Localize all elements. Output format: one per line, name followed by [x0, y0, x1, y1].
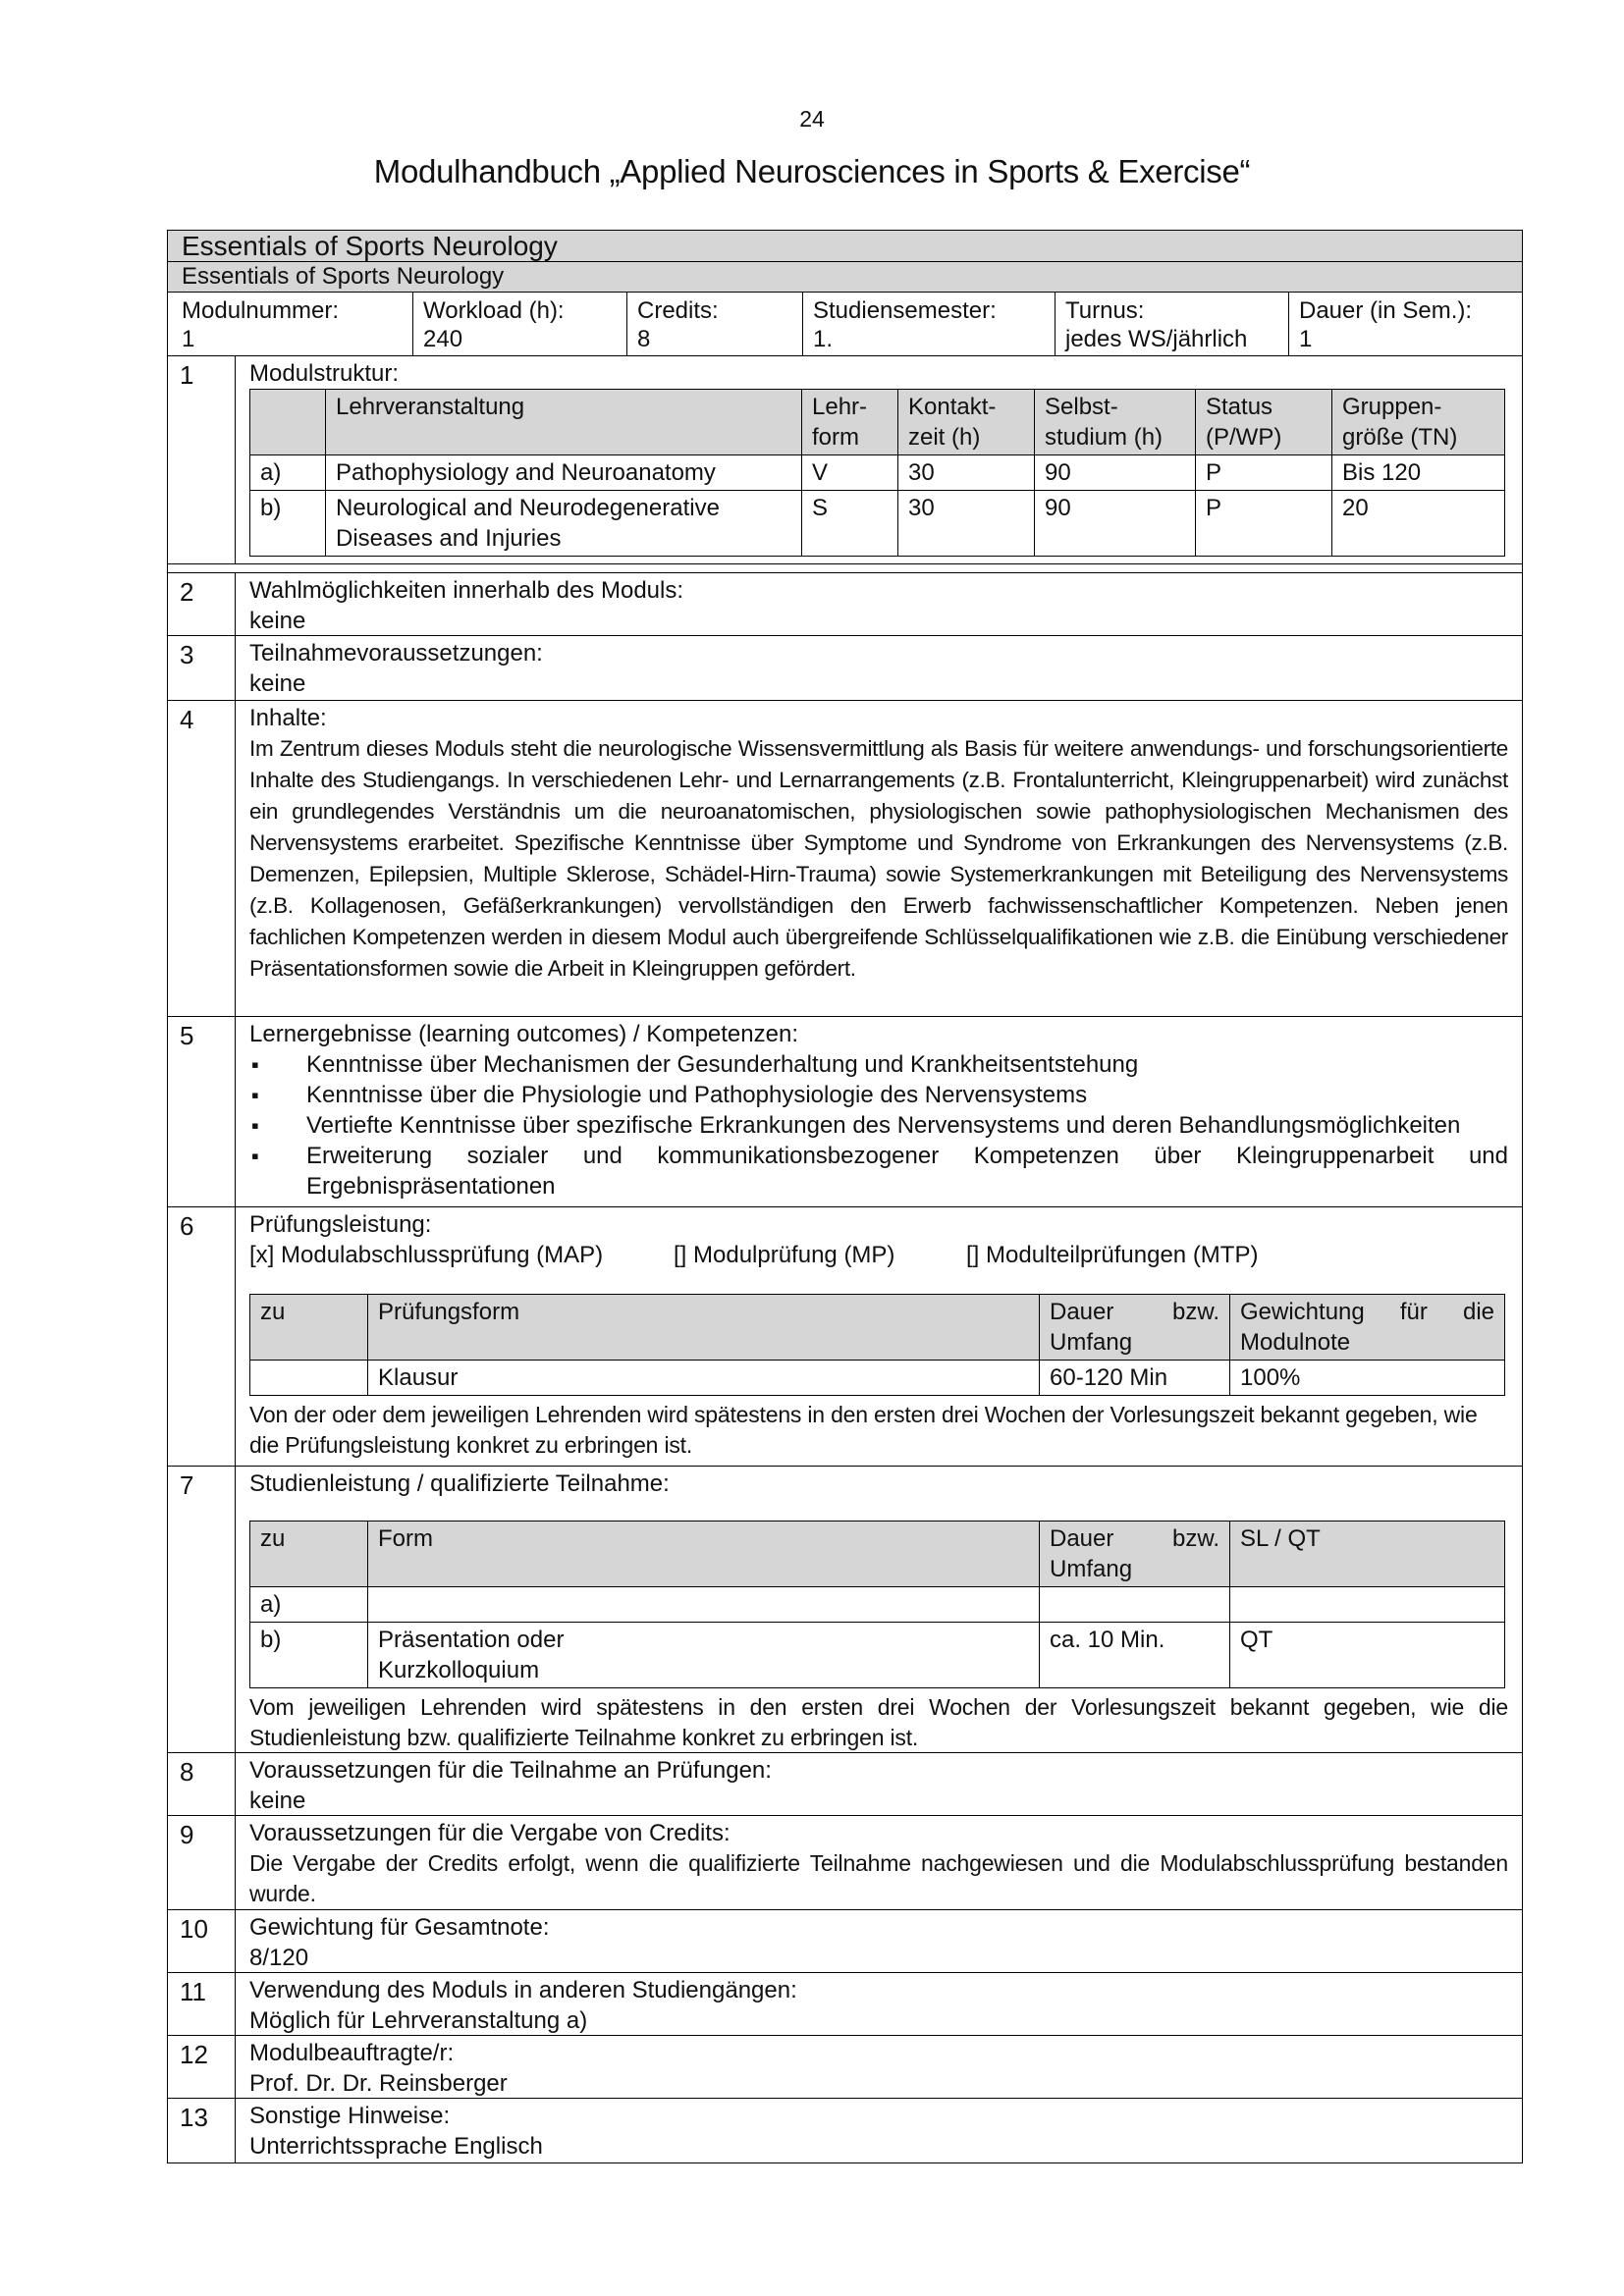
section-title: Prüfungsleistung: — [249, 1211, 432, 1238]
table-cell: a) — [250, 1587, 368, 1623]
list-item: ▪ Kenntnisse über die Physiologie und Pathophysiologie des Nervensystems — [249, 1080, 1508, 1110]
header-cell: Status (P/WP) — [1196, 390, 1332, 455]
table-cell: Präsentation oder Kurzkolloquium — [368, 1623, 1040, 1688]
section-1 — [167, 356, 1523, 564]
table-cell: 90 — [1035, 491, 1196, 557]
section-10: 10 Gewichtung für Gesamtnote: 8/120 — [167, 1910, 1523, 1973]
section-text: keine — [249, 1788, 306, 1814]
table-cell: QT — [1230, 1623, 1505, 1688]
exam-type-options — [249, 1240, 1508, 1270]
table-cell: b) — [250, 1623, 368, 1688]
option-mp: [] Modulprüfung (MP) — [674, 1242, 895, 1268]
header-cell: Dauer bzw. Umfang — [1040, 1522, 1230, 1587]
table-cell: 90 — [1035, 455, 1196, 491]
table-row — [250, 491, 1505, 557]
table-cell: b) — [250, 491, 326, 557]
section-text: 8/120 — [249, 1945, 309, 1971]
module-table — [167, 230, 1523, 2163]
document-title: Modulhandbuch „Applied Neurosciences in Sports & Exercise“ — [373, 153, 1251, 189]
meta-studiensemester: Studiensemester: 1. — [802, 293, 1055, 355]
section-11: 11 Verwendung des Moduls in anderen Studiengängen: Möglich für Lehrveranstaltung a) — [167, 1973, 1523, 2036]
header-cell: Dauer bzw. Umfang — [1040, 1295, 1230, 1361]
section-text: keine — [249, 608, 306, 634]
section-title: Voraussetzungen für die Vergabe von Credits: — [249, 1820, 731, 1846]
header-cell: Form — [368, 1522, 1040, 1587]
section-title: Sonstige Hinweise: — [249, 2103, 451, 2129]
section-7: 7 Studienleistung / qualifizierte Teilnahme: zu Form Dauer bzw. Umfang SL / QT a) b) Präsentation oder Kurzkolloquium ca. 10 Min. QT Vom jeweiligen Lehrenden wird spätestens in den ersten drei Wochen der Vorlesungszeit bekannt gegeben, wie die Studienleistung bzw. qualifizierte Teilnahme konkret zu erbringen ist. — [167, 1467, 1523, 1753]
header-cell: Lehr- form — [802, 390, 898, 455]
meta-modulnummer: Modulnummer: 1 — [182, 297, 340, 352]
section-gap — [167, 564, 1523, 573]
table-cell: P — [1196, 491, 1332, 557]
module-subtitle: Essentials of Sports Neurology — [167, 261, 1523, 292]
section-text: Im Zentrum dieses Moduls steht die neurologische Wissensvermittlung als Basis für weitere anwendungs- und forschungsorientierte Inhalte des Studiengangs. In verschiedenen Lehr- und Lernarrangements (z.B. Frontalunterricht, Kleingruppenarbeit) wird zunächst ein grundlegendes Verständnis um die neuroanatomischen, physiologischen sowie pathophysiologischen Mechanismen des Nervensystems erarbeitet. Spezifische Kenntnisse über Symptome und Syndrome von Erkrankungen des Nervensystems (z.B. Demenzen, Epilepsien, Multiple Sklerose, Schädel-Hirn-Trauma) sowie Systemerkrankungen mit Beteiligung des Nervensystems (z.B. Kollagenosen, Gefäßerkrankungen) vervollständigen den Erwerb fachwissenschaftlicher Kompetenzen. Neben jenen fachlichen Kompetenzen werden in diesem Modul auch übergreifende Schlüsselqualifikationen wie z.B. die Einübung verschiedener Präsentationsformen sowie die Arbeit in Kleingruppen gefördert. — [249, 736, 1508, 981]
structure-table — [249, 389, 1505, 557]
table-cell: ca. 10 Min. — [1040, 1623, 1230, 1688]
table-row — [250, 1587, 1505, 1623]
header-cell: Lehrveranstaltung — [326, 390, 802, 455]
table-cell — [250, 1361, 368, 1396]
meta-dauer: Dauer (in Sem.): 1 — [1288, 293, 1522, 355]
meta-workload: Workload (h): 240 — [412, 293, 626, 355]
list-item: ▪ Vertiefte Kenntnisse über spezifische Erkrankungen des Nervensystems und deren Behandlungsmöglichkeiten — [249, 1110, 1508, 1141]
section-title: Teilnahmevoraussetzungen: — [249, 640, 543, 667]
section-4: 4 Inhalte: Im Zentrum dieses Moduls steht die neurologische Wissensvermittlung als Basis für weitere anwendungs- und forschungsorientierte Inhalte des Studiengangs. In verschiedenen Lehr- und Lernarrangements (z.B. Frontalunterricht, Kleingruppenarbeit) wird zunächst ein grundlegendes Verständnis um die neuroanatomischen, physiologischen sowie pathophysiologischen Mechanismen des Nervensystems erarbeitet. Spezifische Kenntnisse über Symptome und Syndrome von Erkrankungen des Nervensystems (z.B. Demenzen, Epilepsien, Multiple Sklerose, Schädel-Hirn-Trauma) sowie Systemerkrankungen mit Beteiligung des Nervensystems (z.B. Kollagenosen, Gefäßerkrankungen) vervollständigen den Erwerb fachwissenschaftlicher Kompetenzen. Neben jenen fachlichen Kompetenzen werden in diesem Modul auch übergreifende Schlüsselqualifikationen wie z.B. die Einübung verschiedener Präsentationsformen sowie die Arbeit in Kleingruppen gefördert. — [167, 701, 1523, 1017]
module-title: Essentials of Sports Neurology — [167, 230, 1523, 261]
section-12: 12 Modulbeauftragte/r: Prof. Dr. Dr. Reinsberger — [167, 2036, 1523, 2099]
table-cell: 60-120 Min — [1040, 1361, 1230, 1396]
table-cell: 20 — [1332, 491, 1505, 557]
section-5: 5 Lernergebnisse (learning outcomes) / Kompetenzen: ▪ Kenntnisse über Mechanismen der Gesunderhaltung und Krankheitsentstehung ▪ Kenntnisse über die Physiologie und Pathophysiologie des Nervensystems ▪ Vertiefte Kenntnisse über spezifische Erkrankungen des Nervensystems und deren Behandlungsmöglichkeiten ▪ Erweiterung sozialer und kommunikationsbezogener Kompetenzen über Kleingruppenarbeit und Ergebnispräsentationen — [167, 1017, 1523, 1207]
table-cell: V — [802, 455, 898, 491]
section-6: 6 Prüfungsleistung: [x] Modulabschlussprüfung (MAP) [] Modulprüfung (MP) [] Modulteilprüfungen (MTP) zu Prüfungsform Dauer bzw. Umfang Gewichtung für die Modulnote Klausur 60-120 Min 100% Von der oder dem jeweiligen Lehrenden wird spätestens in den ersten drei Wochen der Vorlesungszeit bekannt gegeben, wie die Prüfungsleistung konkret zu erbringen ist. — [167, 1207, 1523, 1467]
meta-turnus: Turnus: jedes WS/jährlich — [1055, 293, 1288, 355]
section-8: 8 Voraussetzungen für die Teilnahme an Prüfungen: keine — [167, 1753, 1523, 1816]
section-title: Lernergebnisse (learning outcomes) / Kompetenzen: — [249, 1021, 798, 1047]
section-text: keine — [249, 670, 306, 697]
table-cell: Klausur — [368, 1361, 1040, 1396]
table-header-row — [250, 1522, 1505, 1587]
table-cell: Neurological and Neurodegenerative Diseases and Injuries — [326, 491, 802, 557]
table-cell: 30 — [898, 491, 1035, 557]
table-row — [250, 1361, 1505, 1396]
section-text: Möglich für Lehrveranstaltung a) — [249, 2007, 588, 2034]
section-note: Von der oder dem jeweiligen Lehrenden wird spätestens in den ersten drei Wochen der Vorlesungszeit bekannt gegeben, wie die Prüfungsleistung konkret zu erbringen ist. — [249, 1402, 1478, 1458]
header-cell: zu — [250, 1522, 368, 1587]
section-title: Modulbeauftragte/r: — [249, 2040, 455, 2066]
meta-credits: Credits: 8 — [626, 293, 802, 355]
table-cell: a) — [250, 455, 326, 491]
page-number: 24 — [799, 106, 825, 132]
section-2: 2 Wahlmöglichkeiten innerhalb des Moduls: keine — [167, 573, 1523, 636]
table-cell: P — [1196, 455, 1332, 491]
header-cell: zu — [250, 1295, 368, 1361]
list-item: ▪ Erweiterung sozialer und kommunikationsbezogener Kompetenzen über Kleingruppenarbeit und Ergebnispräsentationen — [249, 1141, 1508, 1201]
section-13: 13 Sonstige Hinweise: Unterrichtssprache Englisch — [167, 2099, 1523, 2163]
section-3: 3 Teilnahmevoraussetzungen: keine — [167, 636, 1523, 701]
table-header-row — [250, 1295, 1505, 1361]
section-text: Unterrichtssprache Englisch — [249, 2133, 543, 2160]
header-cell — [250, 390, 326, 455]
module-meta-row — [167, 292, 1523, 356]
header-cell: Selbst- studium (h) — [1035, 390, 1196, 455]
table-cell: Pathophysiology and Neuroanatomy — [326, 455, 802, 491]
table-header-row — [250, 390, 1505, 455]
section-title: Modulstruktur: — [249, 360, 400, 387]
table-cell: Bis 120 — [1332, 455, 1505, 491]
section-title: Verwendung des Moduls in anderen Studiengängen: — [249, 1977, 797, 2003]
table-cell: 100% — [1230, 1361, 1505, 1396]
header-cell: Kontakt- zeit (h) — [898, 390, 1035, 455]
outcomes-list — [249, 1049, 1508, 1201]
section-text: Prof. Dr. Dr. Reinsberger — [249, 2070, 508, 2097]
section-text: Die Vergabe der Credits erfolgt, wenn die qualifizierte Teilnahme nachgewiesen und die Modulabschlussprüfung bestanden wurde. — [249, 1850, 1508, 1906]
section-title: Wahlmöglichkeiten innerhalb des Moduls: — [249, 577, 684, 604]
table-row — [250, 455, 1505, 491]
section-number: 1 — [168, 356, 236, 563]
study-requirements-table — [249, 1521, 1505, 1688]
header-cell: Gewichtung für die Modulnote — [1230, 1295, 1505, 1361]
table-cell: 30 — [898, 455, 1035, 491]
list-item: ▪ Kenntnisse über Mechanismen der Gesunderhaltung und Krankheitsentstehung — [249, 1049, 1508, 1080]
option-mtp: [] Modulteilprüfungen (MTP) — [966, 1242, 1259, 1268]
table-cell — [1230, 1587, 1505, 1623]
header-cell: Gruppen- größe (TN) — [1332, 390, 1505, 455]
table-cell — [368, 1587, 1040, 1623]
header-cell: SL / QT — [1230, 1522, 1505, 1587]
table-cell: S — [802, 491, 898, 557]
section-9: 9 Voraussetzungen für die Vergabe von Credits: Die Vergabe der Credits erfolgt, wenn die qualifizierte Teilnahme nachgewiesen und die Modulabschlussprüfung bestanden wurde. — [167, 1816, 1523, 1910]
section-title: Gewichtung für Gesamtnote: — [249, 1914, 550, 1941]
exam-table — [249, 1294, 1505, 1396]
table-cell — [1040, 1587, 1230, 1623]
section-title: Studienleistung / qualifizierte Teilnahme: — [249, 1470, 670, 1497]
section-title: Voraussetzungen für die Teilnahme an Prüfungen: — [249, 1757, 772, 1784]
table-row — [250, 1623, 1505, 1688]
section-title: Inhalte: — [249, 705, 327, 731]
header-cell: Prüfungsform — [368, 1295, 1040, 1361]
section-note: Vom jeweiligen Lehrenden wird spätestens in den ersten drei Wochen der Vorlesungszeit bekannt gegeben, wie die Studienleistung bzw. qualifizierte Teilnahme konkret zu erbringen ist. — [249, 1694, 1508, 1750]
option-map: [x] Modulabschlussprüfung (MAP) — [249, 1242, 604, 1268]
